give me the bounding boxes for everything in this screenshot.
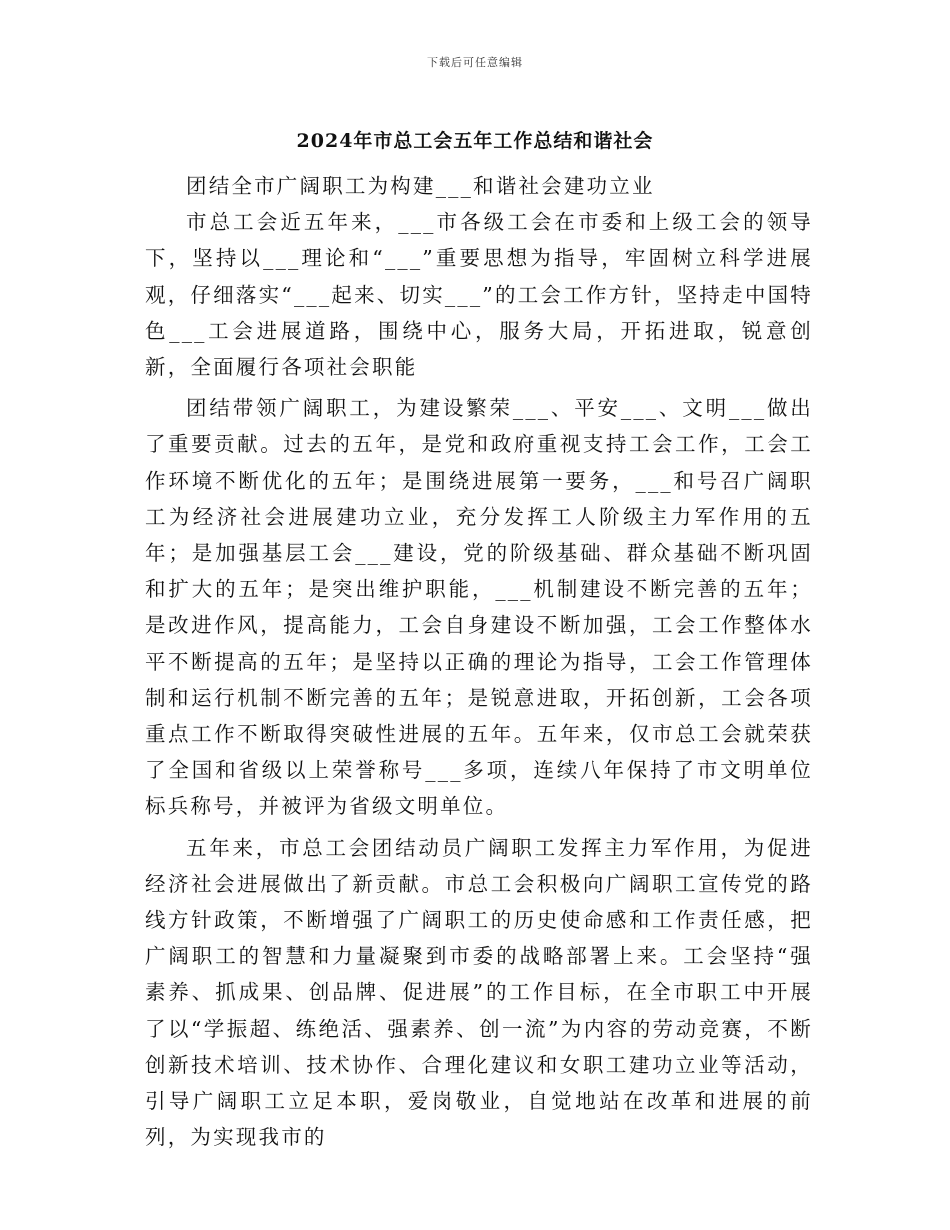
document-body: [145, 168, 813, 1155]
paragraph-achievements: 团结带领广阔职工，为建设繁荣___、平安___、文明___做出了重要贡献。过去的五年，是党和政府重视支持工会工作，工会工作环境不断优化的五年；是围绕进展第一要务，___和号召广阔职工为经济社会进展建功立业，充分发挥工人阶级主力军作用的五年；是加强基层工会___建设，党的阶级基础、群众基础不断巩固和扩大的五年；是突出维护职能，___机制建设不断完善的五年；是改进作风，提高能力，工会自身建设不断加强，工会工作整体水平不断提高的五年；是坚持以正确的理论为指导，工会工作管理体制和运行机制不断完善的五年；是锐意进取，开拓创新，工会各项重点工作不断取得突破性进展的五年。五年来，仅市总工会就荣获了全国和省级以上荣誉称号___多项，连续八年保持了市文明单位标兵称号，并被评为省级文明单位。: [145, 396, 813, 819]
paragraph-subtitle: 团结全市广阔职工为构建___和谐社会建功立业: [186, 174, 655, 198]
paragraph-intro: 市总工会近五年来，___市各级工会在市委和上级工会的领导下，坚持以___理论和“___”重要思想为指导，牢固树立科学进展观，仔细落实“___起来、切实___”的工会工作方针，坚持走中国特色___工会进展道路，围绕中心，服务大局，开拓进取，锐意创新，全面履行各项社会职能: [145, 210, 813, 380]
document-title: 2024年市总工会五年工作总结和谐社会: [296, 130, 654, 152]
paragraph-contributions: 五年来，市总工会团结动员广阔职工发挥主力军作用，为促进经济社会进展做出了新贡献。市总工会积极向广阔职工宣传党的路线方针政策，不断增强了广阔职工的历史使命感和工作责任感，把广阔职工的智慧和力量凝聚到市委的战略部署上来。工会坚持“强素养、抓成果、创品牌、促进展”的工作目标，在全市职工中开展了以“学振超、练绝活、强素养、创一流”为内容的劳动竞赛，不断创新技术培训、技术协作、合理化建议和女职工建功立业等活动，引导广阔职工立足本职，爱岗敬业，自觉地站在改革和进展的前列，为实现我市的: [145, 835, 813, 1150]
header-note: 下载后可任意编辑: [427, 56, 523, 69]
